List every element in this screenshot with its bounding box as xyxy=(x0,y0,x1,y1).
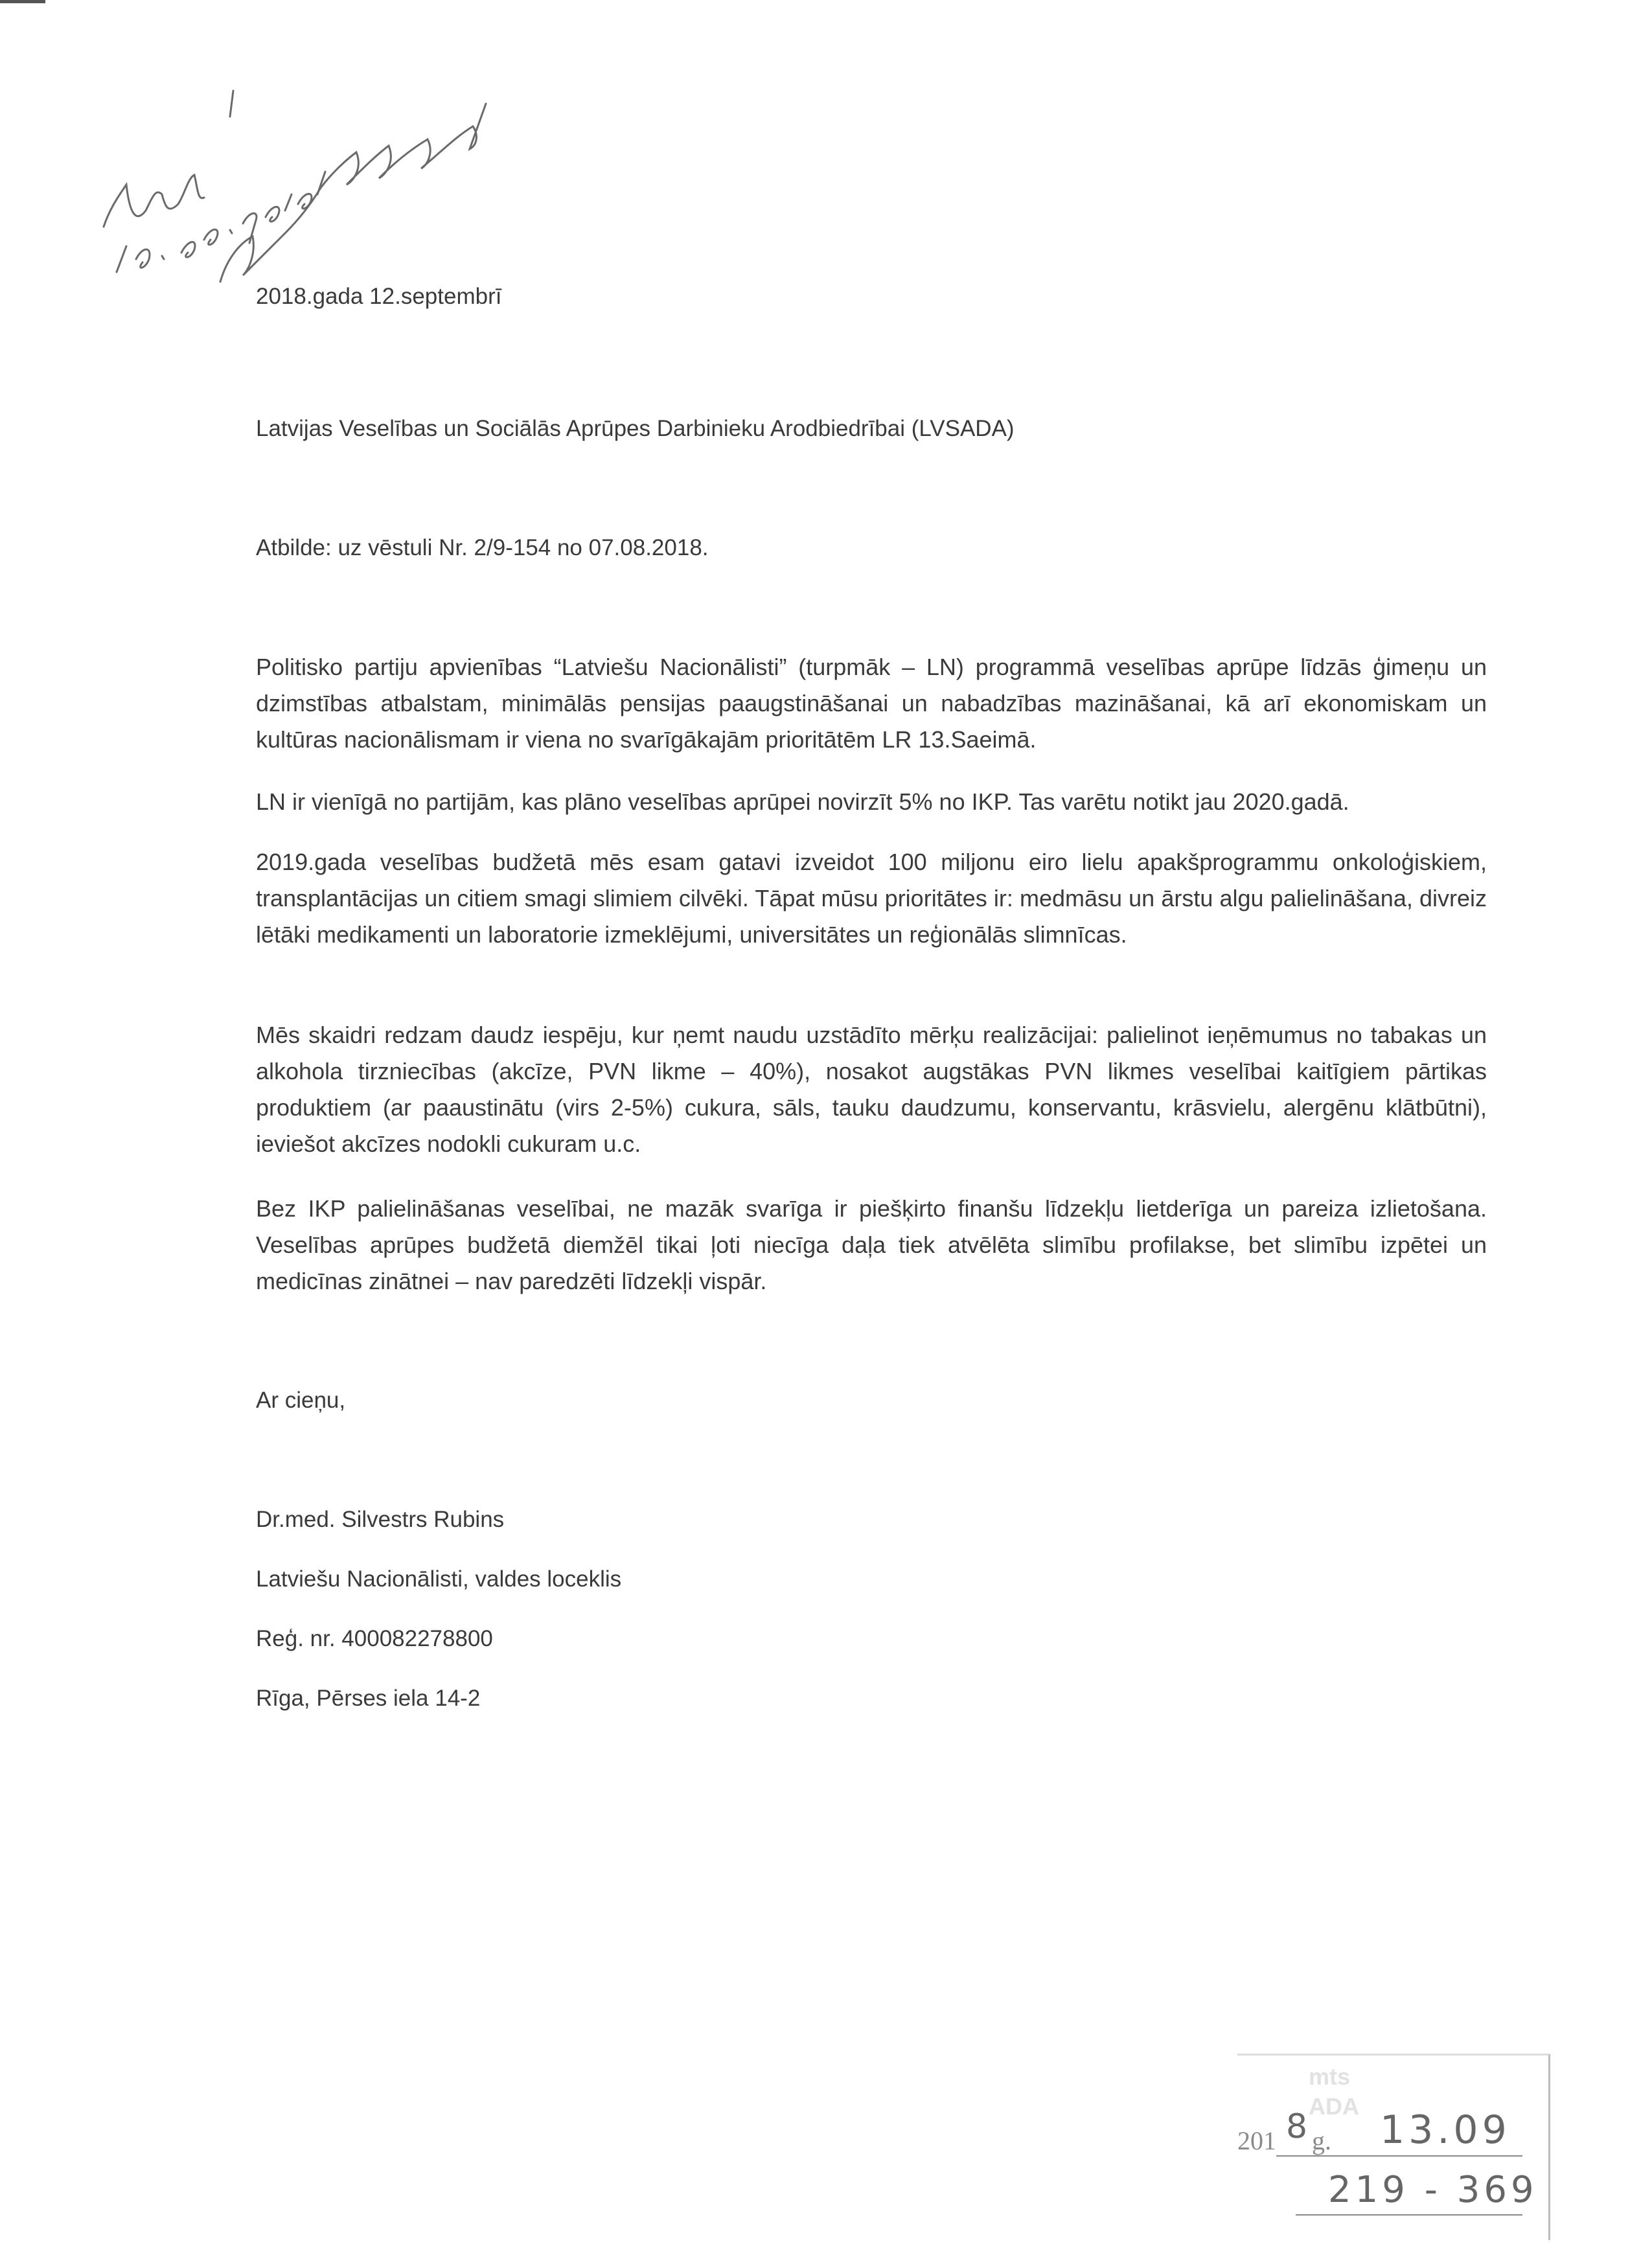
stamp-number: 219 - 369 xyxy=(1328,2169,1538,2211)
scan-edge-mark xyxy=(0,0,45,3)
handwritten-note xyxy=(91,65,492,285)
stamp-org-line1: mts xyxy=(1309,2063,1351,2090)
letter-reference: Atbilde: uz vēstuli Nr. 2/9-154 no 07.08.2018. xyxy=(256,535,709,560)
body-paragraph-3: 2019.gada veselības budžetā mēs esam gatavi izveidot 100 miljonu eiro lielu apakšprogrammu onkoloģiskiem, transplantācijas un citiem smagi slimiem cilvēki. Tāpat mūsu prioritātes ir: medmāsu un ārstu algu palielināšana, divreiz lētāki medikamenti un laboratorie izmeklējumi, universitātes un reģionālās slimnīcas. xyxy=(256,849,1487,948)
handwritten-note-drawing xyxy=(91,65,492,285)
letter-recipient: Latvijas Veselības un Sociālās Aprūpes Darbinieku Arodbiedrībai (LVSADA) xyxy=(256,416,1015,441)
stamp-year-digit: 8 xyxy=(1286,2107,1312,2146)
stamp-date-line xyxy=(1276,2155,1522,2157)
stamp-year-suffix: g. xyxy=(1312,2126,1331,2155)
letter-date: 2018.gada 12.septembrī xyxy=(256,284,502,309)
stamp-date: 13.09 xyxy=(1380,2107,1511,2153)
letter-closing: Ar cieņu, xyxy=(256,1388,346,1413)
stamp-org-line2: ADA xyxy=(1309,2093,1359,2120)
body-paragraph-4: Mēs skaidri redzam daudz iespēju, kur ņemt naudu uzstādīto mērķu realizācijai: palielinot ieņēmumus no tabakas un alkohola tirzniecības (akcīze, PVN likme – 40%), nosakot augstākas PVN likmes veselībai kaitīgiem pārtikas produktiem (ar paaustinātu (virs 2-5%) cukura, sāls, tauku daudzumu, konservantu, krāsvielu, alergēnu klātbūtni), ieviešot akcīzes nodokli cukuram u.c. xyxy=(256,1022,1487,1157)
signer-registration: Reģ. nr. 400082278800 xyxy=(256,1626,493,1651)
stamp-number-line xyxy=(1296,2214,1522,2216)
received-stamp xyxy=(1237,2054,1550,2240)
signer-role: Latviešu Nacionālisti, valdes loceklis xyxy=(256,1566,622,1592)
stamp-year-prefix: 201 xyxy=(1237,2126,1276,2155)
body-paragraph-1: Politisko partiju apvienības “Latviešu Nacionālisti” (turpmāk – LN) programmā veselības aprūpe līdzās ģimeņu un dzimstības atbalstam, minimālās pensijas paaugstināšanai un nabadzības mazināšanai, kā arī ekonomiskam un kultūras nacionālismam ir viena no svarīgākajām prioritātēm LR 13.Saeimā. xyxy=(256,654,1487,753)
signer-name: Dr.med. Silvestrs Rubins xyxy=(256,1507,505,1532)
signer-address: Rīga, Pērses iela 14-2 xyxy=(256,1686,481,1711)
body-paragraph-5: Bez IKP palielināšanas veselībai, ne mazāk svarīga ir piešķirto finanšu līdzekļu lietderīga un pareiza izlietošana. Veselības aprūpes budžetā diemžēl tikai ļoti niecīga daļa tiek atvēlēta slimību profilakse, bet slimību izpētei un medicīnas zinātnei – nav paredzēti līdzekļi vispār. xyxy=(256,1195,1487,1294)
body-paragraph-2: LN ir vienīgā no partijām, kas plāno veselības aprūpei novirzīt 5% no IKP. Tas varētu notikt jau 2020.gadā. xyxy=(256,788,1349,815)
